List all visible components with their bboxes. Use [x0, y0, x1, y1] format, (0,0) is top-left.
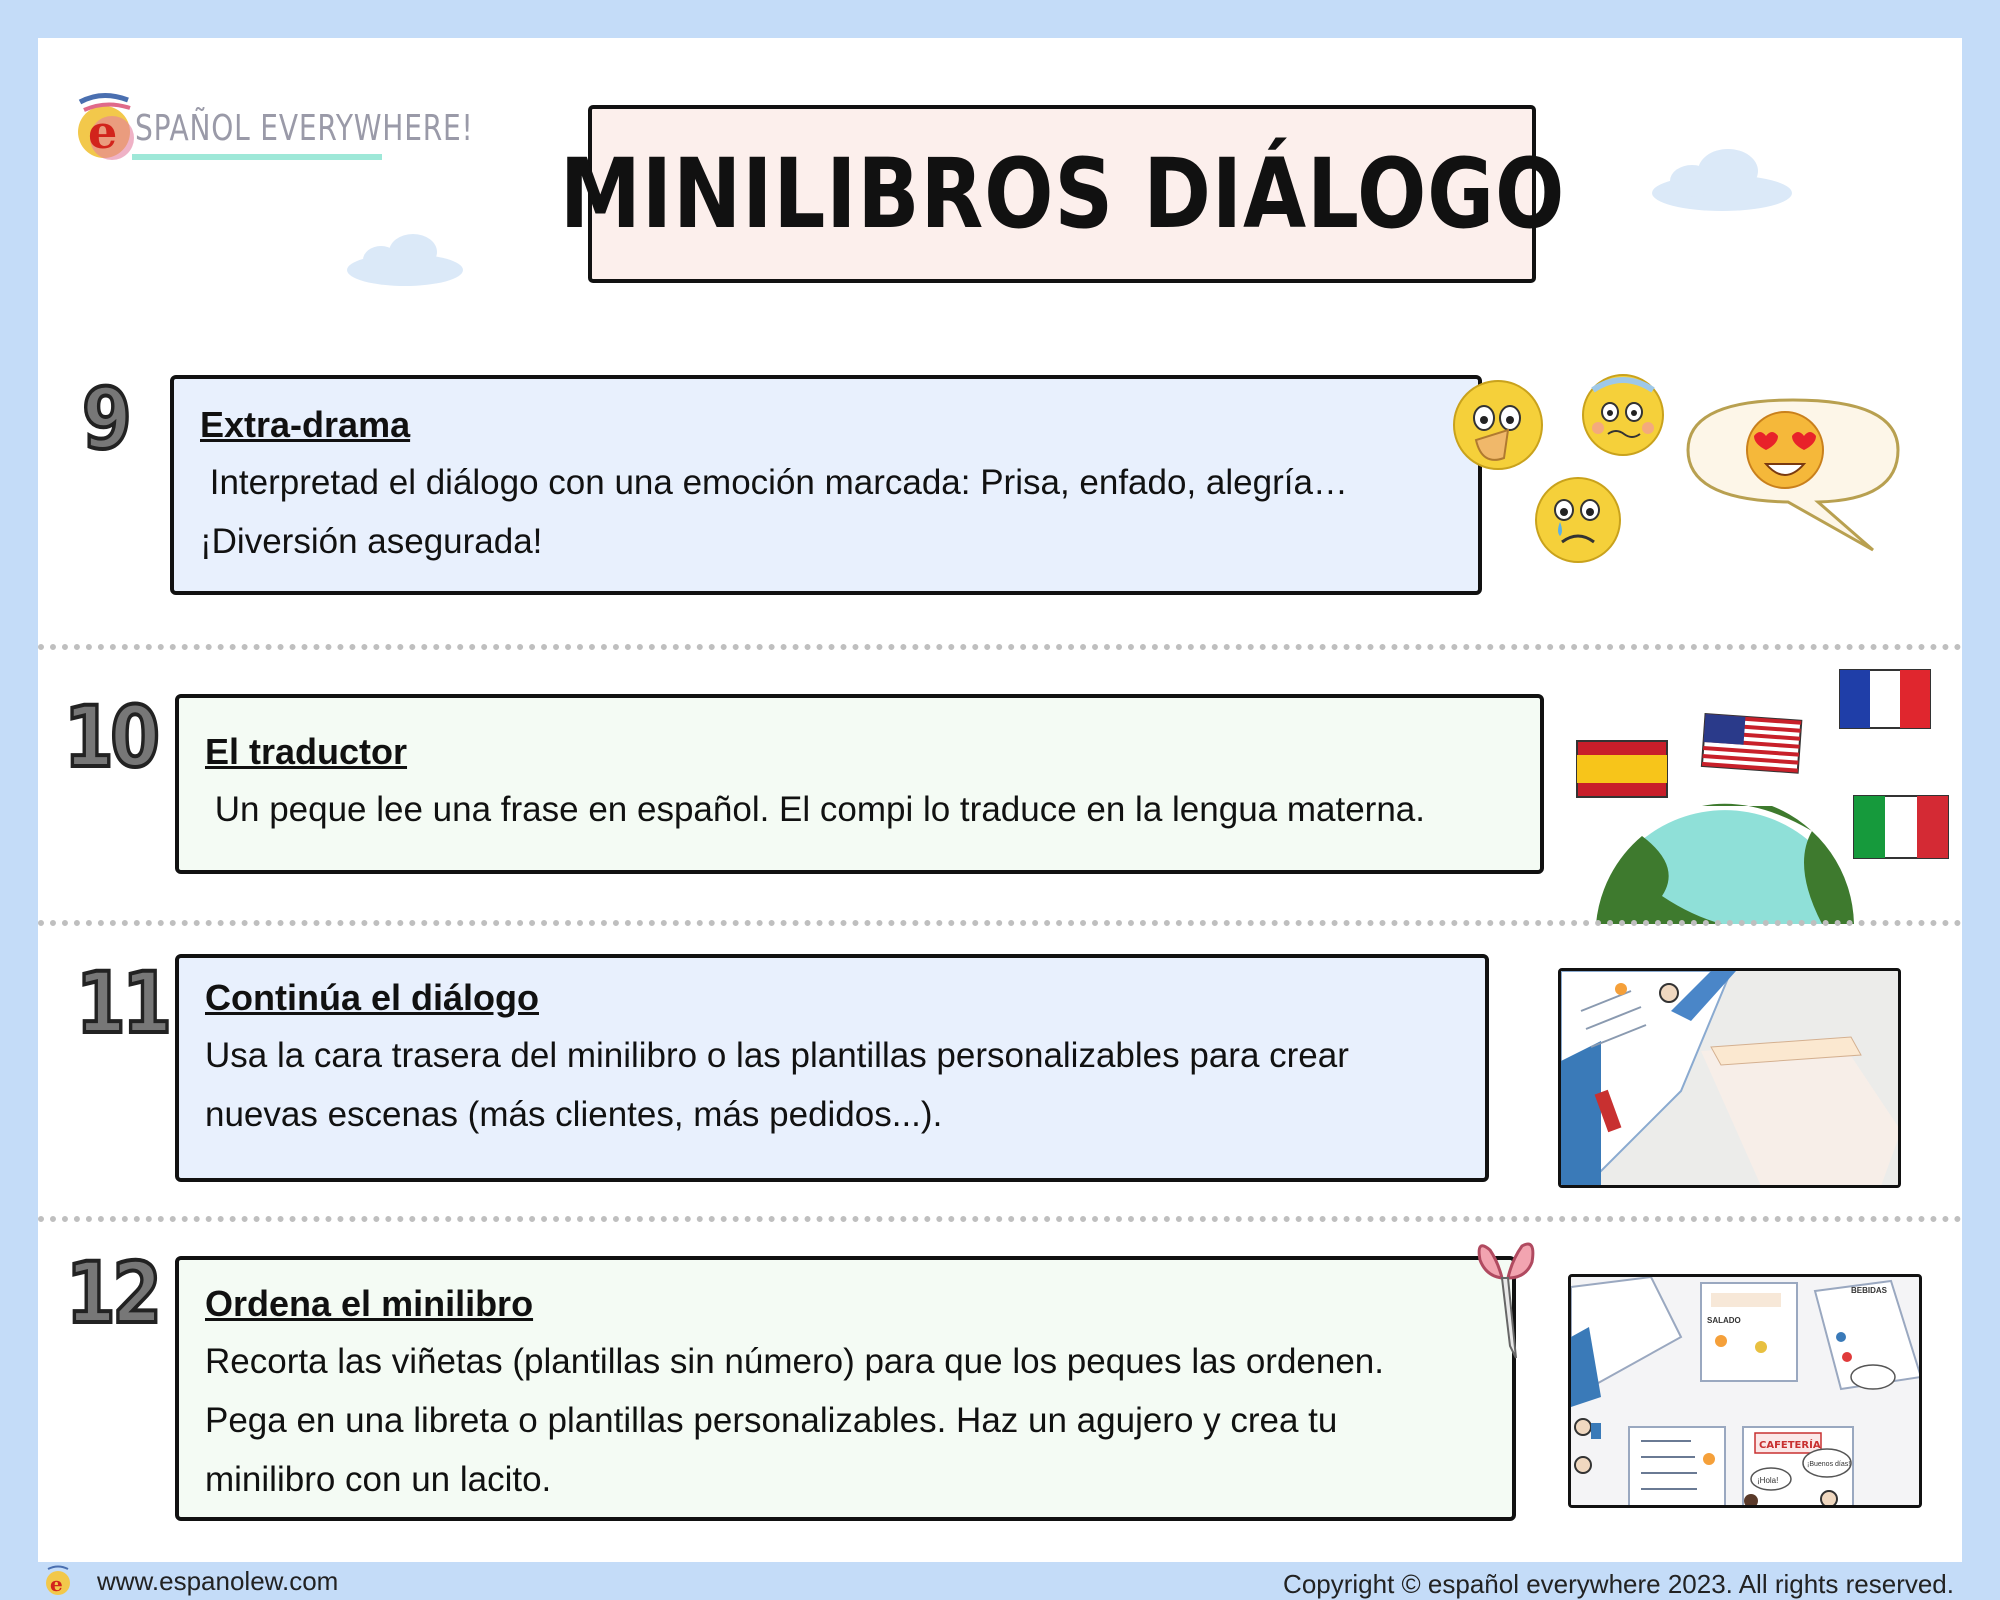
photo-label-hola: ¡Hola!: [1757, 1476, 1779, 1485]
activity-text: Interpretad el diálogo con una emoción marcada: Prisa, enfado, alegría… ¡Diversión asegurada!: [200, 463, 1348, 561]
minibook-cards-image: [1571, 1277, 1922, 1508]
photo-label-salado: SALADO: [1707, 1316, 1741, 1325]
activity-card-9: [170, 375, 1482, 595]
photo-label-buenos-dias: ¡Buenos días!: [1807, 1461, 1851, 1468]
activity-text: Recorta las viñetas (plantillas sin número) para que los peques las ordenen. Pega en una libreta o plantillas personalizables. Haz un agujero y crea tu minilibro con un lacito.: [205, 1342, 1384, 1499]
scissors-icon: [1470, 1236, 1540, 1360]
footer-copyright: Copyright © español everywhere 2023. All rights reserved.: [1283, 1569, 1954, 1599]
footer-url[interactable]: www.espanolew.com: [97, 1566, 339, 1596]
title-box: [559, 105, 1565, 283]
logo-text: SPAÑOL EVERYWHERE!: [135, 108, 474, 149]
activity-number-9: 9: [82, 370, 129, 468]
cloud-icon: [345, 230, 465, 288]
photo-label-cafeteria: CAFETERÍA: [1759, 1440, 1821, 1451]
dotted-divider: [38, 920, 1962, 926]
folded-minibook-image: [1561, 971, 1901, 1188]
emoji-faces-icon: [1448, 370, 1910, 570]
flags-and-globe-icon: [1572, 666, 1956, 924]
activity-card-11: [175, 954, 1489, 1182]
dotted-divider: [38, 1216, 1962, 1222]
footer-logo-icon: [44, 1565, 72, 1597]
activity-number-10: 10: [64, 688, 157, 786]
folded-minibook-photo: [1558, 968, 1901, 1188]
activity-heading: Extra-drama: [200, 404, 411, 445]
cloud-icon: [1650, 145, 1795, 213]
activity-text: Un peque lee una frase en español. El compi lo traduce en la lengua materna.: [205, 790, 1425, 829]
activity-number-11: 11: [76, 954, 169, 1052]
activity-text: Usa la cara trasera del minilibro o las plantillas personalizables para crear nuevas escenas (más clientes, más pedidos...).: [205, 1036, 1349, 1134]
page-title: MINILIBROS DIÁLOGO: [559, 138, 1565, 250]
svg-text:e: e: [88, 105, 118, 159]
activity-heading: Continúa el diálogo: [205, 977, 539, 1018]
minibook-cards-photo: [1568, 1274, 1922, 1508]
activity-card-12: [175, 1256, 1516, 1521]
dotted-divider: [38, 644, 1962, 650]
activity-number-12: 12: [66, 1244, 159, 1342]
svg-text:e: e: [50, 1572, 63, 1596]
activity-heading: Ordena el minilibro: [205, 1283, 534, 1324]
activity-heading: El traductor: [205, 731, 408, 772]
photo-label-bebidas: BEBIDAS: [1851, 1286, 1888, 1295]
activity-card-10: [175, 694, 1544, 874]
